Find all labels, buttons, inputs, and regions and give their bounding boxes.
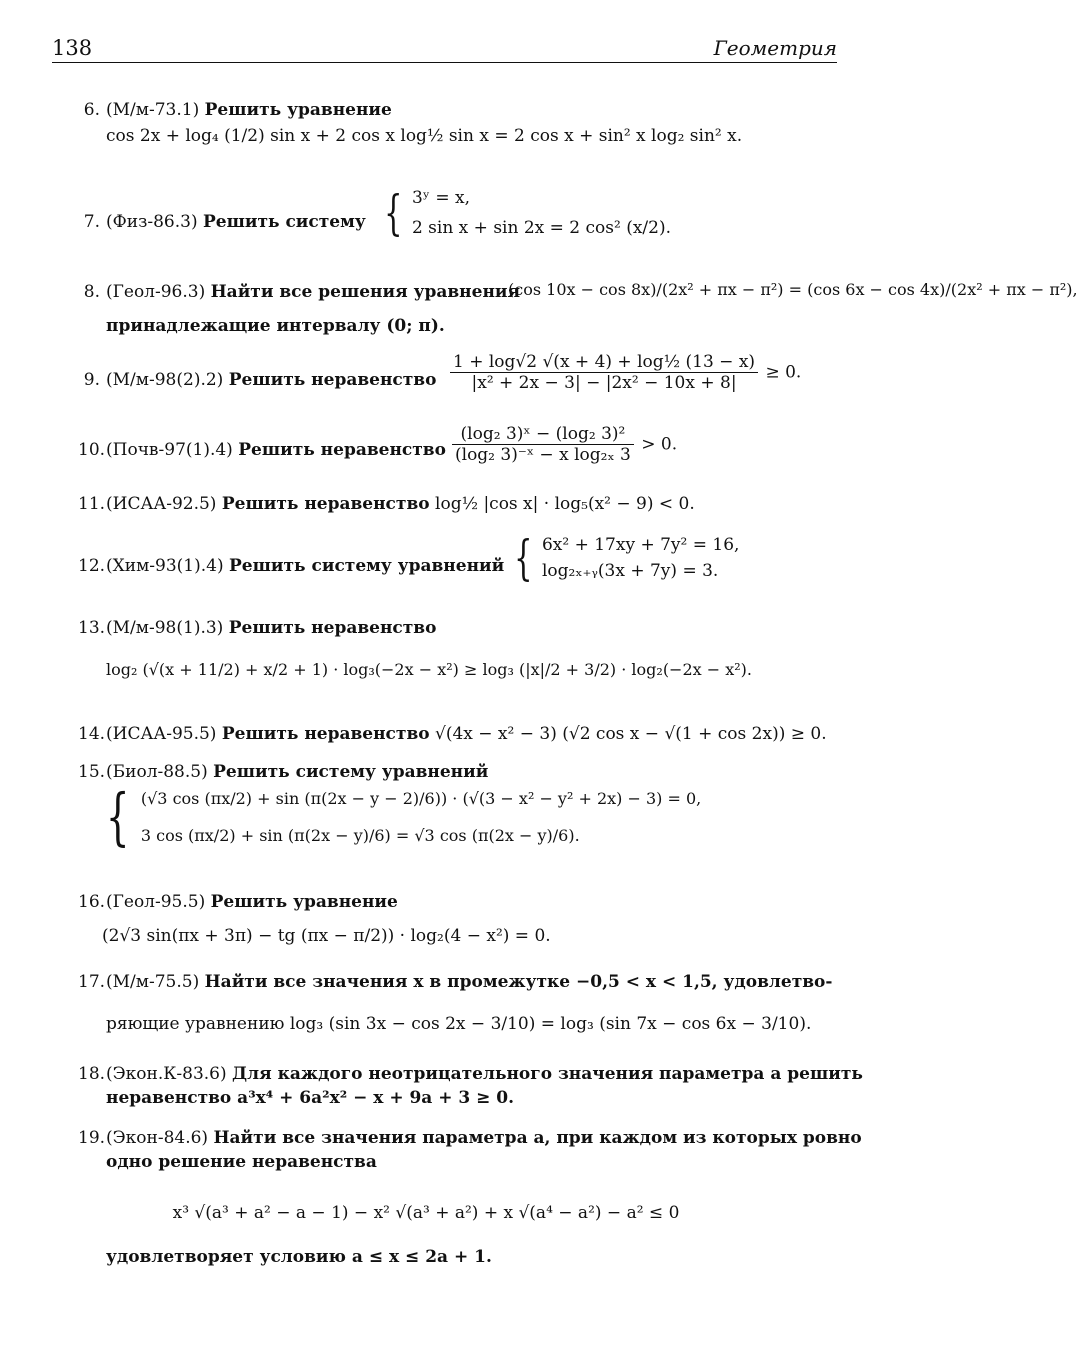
page-number: 138 (52, 36, 93, 60)
problem-9-formula: $\frac{\text{1 + log√2 √(x + 4) + log½ (13 − x)}}{\text{|x² + 2x − 3| − |2x² − 10x + 8|}}$ ≥ 0. (448, 352, 801, 394)
problem-8-formula: (cos 10x − cos 8x)/(2x² + πx − π²) = (cos 6x − cos 4x)/(2x² + πx − π²), (508, 280, 1078, 299)
problem-10-formula: $\frac{\text{(log₂ 3)ˣ − (log₂ 3)²}}{\text{(log₂ 3)⁻ˣ − x log₂ₓ 3}}$ > 0. (450, 424, 677, 466)
page-header (52, 28, 837, 63)
problem-12-system: { 6x² + 17xy + 7y² = 16, log₂ₓ₊ᵧ(3x + 7y) = 3. (514, 530, 740, 586)
left-brace-icon: { (384, 185, 403, 242)
problem-14-formula: √(4x − x² − 3) (√2 cos x − √(1 + cos 2x)) ≥ 0. (435, 724, 827, 744)
section-title: Геометрия (713, 36, 837, 60)
problem-11-formula: log½ |cos x| · log₅(x² − 9) < 0. (435, 494, 695, 514)
problem-16-formula: (2√3 sin(πx + 3π) − tg (πx − π/2)) · log₂(4 − x²) = 0. (102, 926, 551, 946)
problem-18-formula: неравенство a³x⁴ + 6a²x² − x + 9a + 3 ≥ 0. (106, 1088, 515, 1109)
problem-17-formula: ряющие уравнению log₃ (sin 3x − cos 2x − 3/10) = log₃ (sin 7x − cos 6x − 3/10). (106, 1014, 812, 1035)
problem-19-formula: x³ √(a³ + a² − a − 1) − x² √(a³ + a²) + x √(a⁴ − a²) − a² ≤ 0 (172, 1202, 680, 1223)
left-brace-icon: { (514, 530, 533, 586)
problem-15-system: { (√3 cos (πx/2) + sin (π(2x − y − 2)/6)) · (√(3 − x² − y² + 2x) − 3) = 0, 3 cos (πx/2) + sin (π(2x − y)/6) = √3 cos (π(2x − y)/6). (105, 780, 702, 853)
problem-6-formula: cos 2x + log₄ (1/2) sin x + 2 cos x log½ sin x = 2 cos x + sin² x log₂ sin² x. (106, 126, 743, 147)
problem-13-formula: log₂ (√(x + 11/2) + x/2 + 1) · log₃(−2x − x²) ≥ log₃ (|x|/2 + 3/2) · log₂(−2x − x²). (106, 660, 753, 680)
left-brace-icon: { (105, 780, 130, 853)
problem-7-system: { 3ʸ = x, 2 sin x + sin 2x = 2 cos² (x/2). (384, 185, 672, 242)
